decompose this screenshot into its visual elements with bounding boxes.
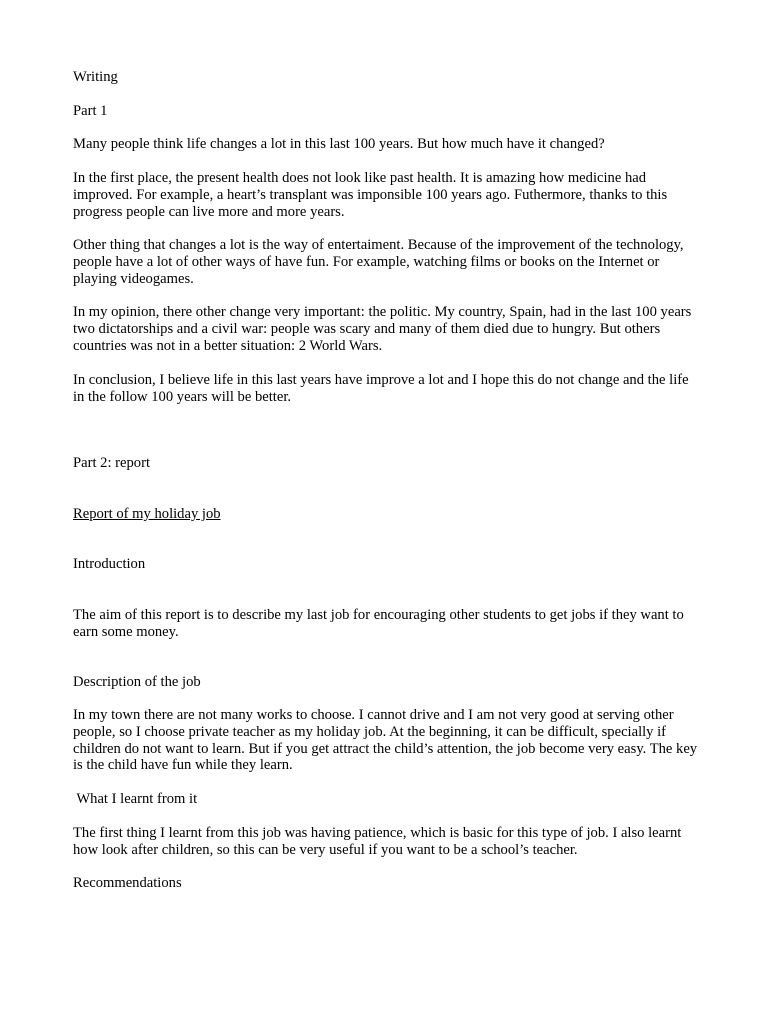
learnt-paragraph: The first thing I learnt from this job was having patience, which is basic for this type of job. I also learnt how look after children, so this can be very useful if you want to be a school’s teacher. xyxy=(73,825,682,858)
heading-recommendations: Recommendations xyxy=(73,875,182,891)
heading-part-1: Part 1 xyxy=(73,103,108,119)
part1-intro: Many people think life changes a lot in this last 100 years. But how much have it changed? xyxy=(73,136,605,152)
heading-what-i-learnt: What I learnt from it xyxy=(73,791,198,807)
part1-paragraph-conclusion: In conclusion, I believe life in this last years have improve a lot and I hope this do not change and the life in the follow 100 years will be better. xyxy=(73,372,689,405)
part1-paragraph-politics: In my opinion, there other change very important: the politic. My country, Spain, had in the last 100 years two dictatorships and a civil war: people was scary and many of them died due to hungry. But others countries was not in a better situation: 2 World Wars. xyxy=(73,304,692,354)
part1-paragraph-health: In the first place, the present health does not look like past health. It is amazing how medicine had improved. For example, a heart’s transplant was imponsible 100 years ago. Futhermore, thanks to this progress people can live more and more years. xyxy=(73,170,668,220)
heading-part-2: Part 2: report xyxy=(73,455,151,471)
part1-paragraph-entertainment: Other thing that changes a lot is the way of entertaiment. Because of the improvement of the technology, people have a lot of other ways of have fun. For example, watching films or books on the Internet or playing videogames. xyxy=(73,237,684,287)
introduction-paragraph: The aim of this report is to describe my last job for encouraging other students to get jobs if they want to earn some money. xyxy=(73,607,684,640)
heading-introduction: Introduction xyxy=(73,556,146,572)
heading-writing: Writing xyxy=(73,69,118,85)
heading-description: Description of the job xyxy=(73,674,201,690)
description-paragraph: In my town there are not many works to choose. I cannot drive and I am not very good at serving other people, so I choose private teacher as my holiday job. At the beginning, it can be difficult, specially if children do not want to learn. But if you get attract the child’s attention, the job become very easy. The key is the child have fun while they learn. xyxy=(73,707,698,774)
report-title: Report of my holiday job xyxy=(73,506,221,522)
